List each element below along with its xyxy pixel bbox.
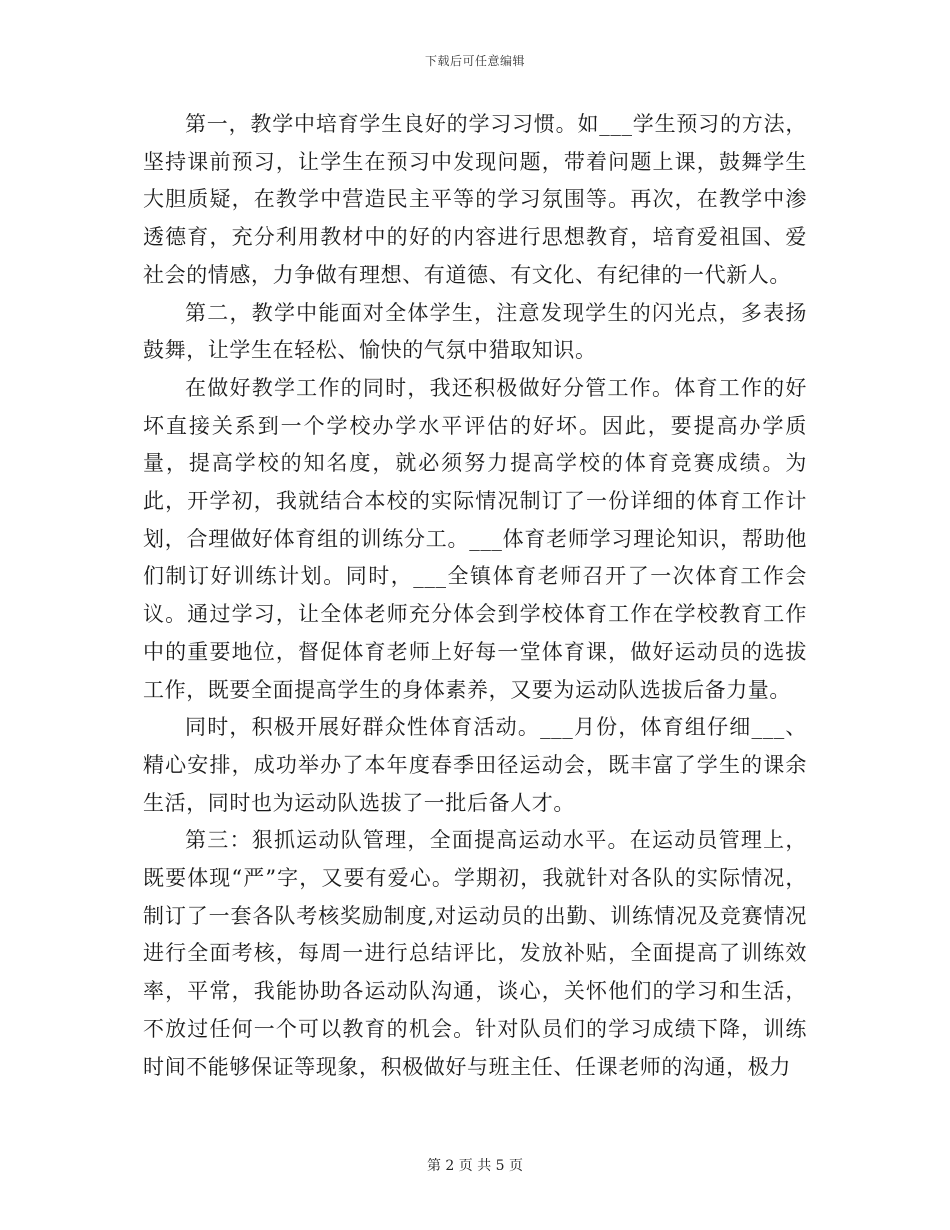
paragraph-sports-work: 在做好教学工作的同时，我还积极做好分管工作。体育工作的好坏直接关系到一个学校办学水平评估的好坏。因此，要提高办学质量，提高学校的知名度，就必须努力提高学校的体育竞赛成绩。为此，开学初，我就结合本校的实际情况制订了一份详细的体育工作计划，合理做好体育组的训练分工。___体育老师学习理论知识，帮助他们制订好训练计划。同时，___全镇体育老师召开了一次体育工作会议。通过学习，让全体老师充分体会到学校体育工作在学校教育工作中的重要地位，督促体育老师上好每一堂体育课，做好运动员的选拔工作，既要全面提高学生的身体素养，又要为运动队选拔后备力量。 (143, 375, 807, 702)
page-number: 第 2 页 共 5 页 (426, 1158, 524, 1174)
document-body (143, 106, 807, 1086)
paragraph-habits: 第一，教学中培育学生良好的学习习惯。如___学生预习的方法，坚持课前预习，让学生在预习中发现问题，带着问题上课，鼓舞学生大胆质疑，在教学中营造民主平等的学习氛围等。再次，在教学中渗透德育，充分利用教材中的好的内容进行思想教育，培育爱祖国、爱社会的情感，力争做有理想、有道德、有文化、有纪律的一代新人。 (143, 112, 807, 287)
paragraph-all-students: 第二，教学中能面对全体学生，注意发现学生的闪光点，多表扬鼓舞，让学生在轻松、愉快的气氛中猎取知识。 (143, 300, 807, 363)
paragraph-team-management: 第三：狠抓运动队管理，全面提高运动水平。在运动员管理上，既要体现“严”字，又要有爱心。学期初，我就针对各队的实际情况，制订了一套各队考核奖励制度,对运动员的出勤、训练情况及竞赛情况进行全面考核，每周一进行总结评比，发放补贴，全面提高了训练效率，平常，我能协助各运动队沟通，谈心，关怀他们的学习和生活，不放过任何一个可以教育的机会。针对队员们的学习成绩下降，训练时间不能够保证等现象，积极做好与班主任、任课老师的沟通，极力 (143, 828, 807, 1079)
page-header-note: 下载后可任意编辑 (424, 54, 525, 68)
paragraph-mass-activities: 同时，积极开展好群众性体育活动。___月份，体育组仔细___、精心安排，成功举办了本年度春季田径运动会，既丰富了学生的课余生活，同时也为运动队选拔了一批后备人才。 (143, 715, 807, 815)
